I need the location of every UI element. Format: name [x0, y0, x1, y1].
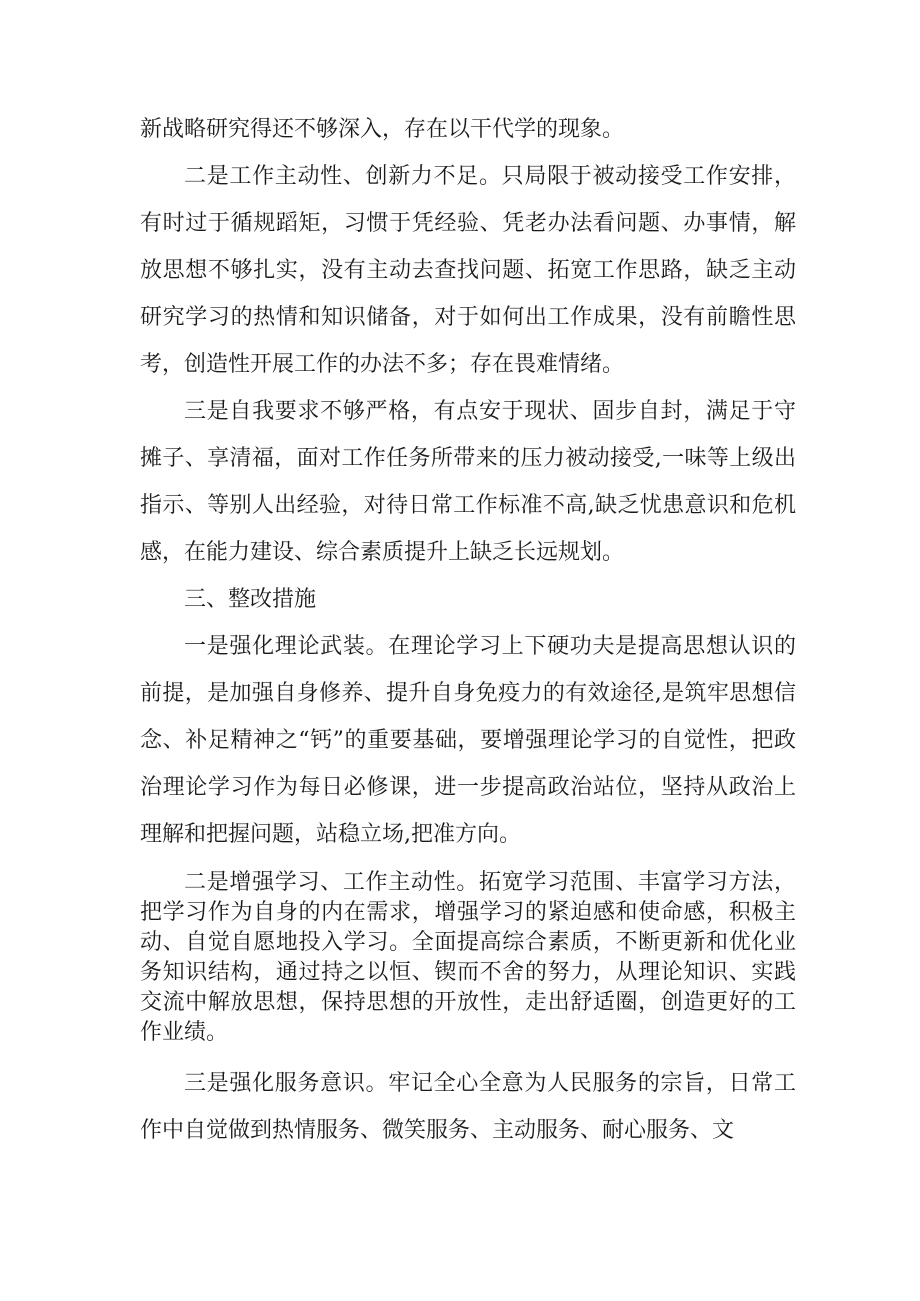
document-body	[140, 106, 796, 1154]
section-heading-rectification: 三、整改措施	[184, 587, 317, 612]
paragraph-initiative-lacking: 二是工作主动性、创新力不足。只局限于被动接受工作安排，有时过于循规蹈矩，习惯于凭经验、凭老办法看问题、办事情，解放思想不够扎实，没有主动去查找问题、拓宽工作思路，缺乏主动研究学习的热情和知识储备，对于如何出工作成果，没有前瞻性思考，创造性开展工作的办法不多；存在畏难情绪。	[140, 164, 796, 377]
paragraph-learning-initiative: 二是增强学习、工作主动性。拓宽学习范围、丰富学习方法，把学习作为自身的内在需求，增强学习的紧迫感和使命感，积极主动、自觉自愿地投入学习。全面提高综合素质，不断更新和优化业务知识结构，通过持之以恒、锲而不舍的努力，从理论知识、实践交流中解放思想，保持思想的开放性，走出舒适圈，创造更好的工作业绩。	[140, 870, 796, 1045]
paragraph-self-requirement: 三是自我要求不够严格，有点安于现状、固步自封，满足于守摊子、享清福，面对工作任务所带来的压力被动接受,一味等上级出指示、等别人出经验，对待日常工作标准不高,缺乏忧患意识和危机感，在能力建设、综合素质提升上缺乏长远规划。	[140, 399, 796, 565]
paragraph-continuation: 新战略研究得还不够深入，存在以干代学的现象。	[140, 117, 625, 142]
paragraph-service-awareness: 三是强化服务意识。牢记全心全意为人民服务的宗旨，日常工作中自觉做到热情服务、微笑服务、主动服务、耐心服务、文	[140, 1071, 796, 1143]
paragraph-theory-armament: 一是强化理论武装。在理论学习上下硬功夫是提高思想认识的前提，是加强自身修养、提升自身免疫力的有效途径,是筑牢思想信念、补足精神之“钙”的重要基础，要增强理论学习的自觉性，把政治理论学习作为每日必修课，进一步提高政治站位，坚持从政治上理解和把握问题，站稳立场,把准方向。	[140, 634, 796, 847]
